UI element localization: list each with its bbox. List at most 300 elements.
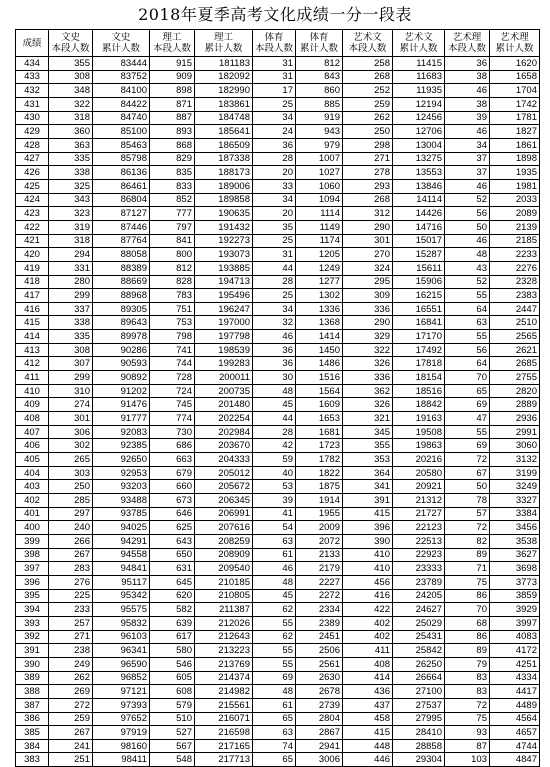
count-cell: 408 bbox=[343, 657, 393, 671]
score-cell: 403 bbox=[16, 480, 49, 494]
count-cell: 3859 bbox=[490, 589, 540, 603]
count-cell: 34 bbox=[253, 193, 296, 207]
count-cell: 11683 bbox=[393, 70, 445, 84]
count-cell: 48 bbox=[253, 685, 296, 699]
count-cell: 86461 bbox=[93, 179, 150, 193]
count-cell: 42 bbox=[253, 439, 296, 453]
count-cell: 22123 bbox=[393, 521, 445, 535]
count-cell: 65 bbox=[253, 712, 296, 726]
count-cell: 36 bbox=[253, 343, 296, 357]
table-row bbox=[16, 70, 540, 84]
count-cell: 337 bbox=[49, 302, 93, 316]
count-cell: 92650 bbox=[93, 453, 150, 467]
count-cell: 364 bbox=[343, 466, 393, 480]
count-cell: 182092 bbox=[195, 70, 253, 84]
score-cell: 402 bbox=[16, 494, 49, 508]
count-cell: 189006 bbox=[195, 179, 253, 193]
count-cell: 94841 bbox=[93, 562, 150, 576]
count-cell: 86 bbox=[445, 630, 490, 644]
count-cell: 67 bbox=[445, 466, 490, 480]
count-cell: 15611 bbox=[393, 261, 445, 275]
count-cell: 259 bbox=[49, 712, 93, 726]
column-header bbox=[150, 30, 195, 57]
table-row bbox=[16, 753, 540, 767]
table-row bbox=[16, 698, 540, 712]
count-cell: 303 bbox=[49, 466, 93, 480]
score-cell: 392 bbox=[16, 630, 49, 644]
count-cell: 456 bbox=[343, 575, 393, 589]
count-cell: 250 bbox=[343, 125, 393, 139]
table-row bbox=[16, 739, 540, 753]
count-cell: 4847 bbox=[490, 753, 540, 767]
count-cell: 582 bbox=[150, 603, 195, 617]
count-cell: 197798 bbox=[195, 330, 253, 344]
count-cell: 52 bbox=[445, 193, 490, 207]
count-cell: 92385 bbox=[93, 439, 150, 453]
count-cell: 753 bbox=[150, 316, 195, 330]
score-cell: 412 bbox=[16, 357, 49, 371]
count-cell: 2227 bbox=[296, 575, 343, 589]
count-cell: 46 bbox=[253, 562, 296, 576]
score-cell: 383 bbox=[16, 753, 49, 767]
count-cell: 871 bbox=[150, 97, 195, 111]
count-cell: 2089 bbox=[490, 207, 540, 221]
table-row bbox=[16, 507, 540, 521]
count-cell: 1114 bbox=[296, 207, 343, 221]
count-cell: 299 bbox=[49, 371, 93, 385]
count-cell: 919 bbox=[296, 111, 343, 125]
count-cell: 2139 bbox=[490, 220, 540, 234]
table-row bbox=[16, 261, 540, 275]
count-cell: 446 bbox=[343, 753, 393, 767]
count-cell: 86804 bbox=[93, 193, 150, 207]
count-cell: 322 bbox=[343, 343, 393, 357]
count-cell: 20921 bbox=[393, 480, 445, 494]
table-row bbox=[16, 726, 540, 740]
count-cell: 17492 bbox=[393, 343, 445, 357]
table-row bbox=[16, 589, 540, 603]
count-cell: 217165 bbox=[195, 739, 253, 753]
count-cell: 306 bbox=[49, 425, 93, 439]
count-cell: 54 bbox=[253, 521, 296, 535]
count-cell: 200735 bbox=[195, 384, 253, 398]
count-cell: 1060 bbox=[296, 179, 343, 193]
count-cell: 90892 bbox=[93, 371, 150, 385]
count-cell: 2889 bbox=[490, 398, 540, 412]
count-cell: 4417 bbox=[490, 685, 540, 699]
count-cell: 1742 bbox=[490, 97, 540, 111]
column-header bbox=[343, 30, 393, 57]
count-cell: 1935 bbox=[490, 166, 540, 180]
count-cell: 86136 bbox=[93, 166, 150, 180]
count-cell: 85798 bbox=[93, 152, 150, 166]
table-row bbox=[16, 357, 540, 371]
score-cell: 432 bbox=[16, 84, 49, 98]
count-cell: 567 bbox=[150, 739, 195, 753]
count-cell: 193073 bbox=[195, 248, 253, 262]
count-cell: 97919 bbox=[93, 726, 150, 740]
count-cell: 38 bbox=[445, 70, 490, 84]
count-cell: 19508 bbox=[393, 425, 445, 439]
table-row bbox=[16, 84, 540, 98]
count-cell: 200011 bbox=[195, 371, 253, 385]
count-cell: 1249 bbox=[296, 261, 343, 275]
count-cell: 14426 bbox=[393, 207, 445, 221]
column-header bbox=[49, 30, 93, 57]
column-header-line1: 艺术理 bbox=[452, 32, 482, 43]
count-cell: 3929 bbox=[490, 603, 540, 617]
table-row bbox=[16, 616, 540, 630]
count-cell: 28410 bbox=[393, 726, 445, 740]
column-header bbox=[195, 30, 253, 57]
count-cell: 249 bbox=[49, 657, 93, 671]
count-cell: 2941 bbox=[296, 739, 343, 753]
score-cell: 407 bbox=[16, 425, 49, 439]
count-cell: 97121 bbox=[93, 685, 150, 699]
count-cell: 82 bbox=[445, 534, 490, 548]
score-cell: 413 bbox=[16, 343, 49, 357]
score-cell: 434 bbox=[16, 57, 49, 71]
count-cell: 45 bbox=[253, 589, 296, 603]
count-cell: 196247 bbox=[195, 302, 253, 316]
count-cell: 93203 bbox=[93, 480, 150, 494]
count-cell: 36 bbox=[253, 357, 296, 371]
count-cell: 94558 bbox=[93, 548, 150, 562]
count-cell: 28 bbox=[253, 152, 296, 166]
count-cell: 402 bbox=[343, 616, 393, 630]
score-cell: 394 bbox=[16, 603, 49, 617]
count-cell: 69 bbox=[445, 398, 490, 412]
count-cell: 41 bbox=[253, 507, 296, 521]
count-cell: 251 bbox=[49, 753, 93, 767]
count-cell: 14716 bbox=[393, 220, 445, 234]
count-cell: 216598 bbox=[195, 726, 253, 740]
table-row bbox=[16, 125, 540, 139]
count-cell: 72 bbox=[445, 521, 490, 535]
count-cell: 2621 bbox=[490, 343, 540, 357]
count-cell: 46 bbox=[445, 84, 490, 98]
count-cell: 92953 bbox=[93, 466, 150, 480]
count-cell: 2678 bbox=[296, 685, 343, 699]
count-cell: 295 bbox=[343, 275, 393, 289]
count-cell: 184748 bbox=[195, 111, 253, 125]
count-cell: 579 bbox=[150, 698, 195, 712]
count-cell: 195496 bbox=[195, 289, 253, 303]
count-cell: 13553 bbox=[393, 166, 445, 180]
count-cell: 19863 bbox=[393, 439, 445, 453]
table-row bbox=[16, 685, 540, 699]
score-cell: 410 bbox=[16, 384, 49, 398]
count-cell: 335 bbox=[49, 152, 93, 166]
count-cell: 321 bbox=[343, 412, 393, 426]
count-cell: 233 bbox=[49, 603, 93, 617]
table-row bbox=[16, 316, 540, 330]
count-cell: 94025 bbox=[93, 521, 150, 535]
count-cell: 29304 bbox=[393, 753, 445, 767]
count-cell: 16841 bbox=[393, 316, 445, 330]
count-cell: 38 bbox=[445, 97, 490, 111]
count-cell: 209540 bbox=[195, 562, 253, 576]
count-cell: 258 bbox=[343, 57, 393, 71]
count-cell: 3327 bbox=[490, 494, 540, 508]
count-cell: 278 bbox=[343, 166, 393, 180]
count-cell: 1653 bbox=[296, 412, 343, 426]
score-cell: 430 bbox=[16, 111, 49, 125]
count-cell: 15906 bbox=[393, 275, 445, 289]
count-cell: 410 bbox=[343, 562, 393, 576]
count-cell: 98160 bbox=[93, 739, 150, 753]
count-cell: 2276 bbox=[490, 261, 540, 275]
count-cell: 605 bbox=[150, 671, 195, 685]
count-cell: 25431 bbox=[393, 630, 445, 644]
count-cell: 89643 bbox=[93, 316, 150, 330]
count-cell: 783 bbox=[150, 289, 195, 303]
count-cell: 1861 bbox=[490, 138, 540, 152]
count-cell: 415 bbox=[343, 726, 393, 740]
count-cell: 751 bbox=[150, 302, 195, 316]
table-row bbox=[16, 412, 540, 426]
count-cell: 262 bbox=[49, 671, 93, 685]
count-cell: 241 bbox=[49, 739, 93, 753]
count-cell: 909 bbox=[150, 70, 195, 84]
count-cell: 185641 bbox=[195, 125, 253, 139]
count-cell: 283 bbox=[49, 562, 93, 576]
count-cell: 3060 bbox=[490, 439, 540, 453]
count-cell: 416 bbox=[343, 589, 393, 603]
count-cell: 868 bbox=[150, 138, 195, 152]
count-cell: 57 bbox=[445, 507, 490, 521]
count-cell: 391 bbox=[343, 494, 393, 508]
column-header-line1: 文史 bbox=[60, 32, 80, 43]
count-cell: 71 bbox=[445, 562, 490, 576]
count-cell: 89 bbox=[445, 548, 490, 562]
count-cell: 22513 bbox=[393, 534, 445, 548]
page-title: 2018年夏季高考文化成绩一分一段表 bbox=[138, 5, 412, 24]
count-cell: 14114 bbox=[393, 193, 445, 207]
count-cell: 396 bbox=[343, 521, 393, 535]
score-cell: 399 bbox=[16, 534, 49, 548]
table-row bbox=[16, 275, 540, 289]
count-cell: 55 bbox=[253, 616, 296, 630]
count-cell: 96852 bbox=[93, 671, 150, 685]
count-cell: 13275 bbox=[393, 152, 445, 166]
count-cell: 276 bbox=[49, 575, 93, 589]
count-cell: 26250 bbox=[393, 657, 445, 671]
header-row bbox=[16, 30, 540, 57]
count-cell: 85463 bbox=[93, 138, 150, 152]
count-cell: 3538 bbox=[490, 534, 540, 548]
count-cell: 208909 bbox=[195, 548, 253, 562]
table-row bbox=[16, 630, 540, 644]
count-cell: 84422 bbox=[93, 97, 150, 111]
score-cell: 414 bbox=[16, 330, 49, 344]
count-cell: 893 bbox=[150, 125, 195, 139]
table-row bbox=[16, 234, 540, 248]
table-row bbox=[16, 534, 540, 548]
count-cell: 55 bbox=[445, 425, 490, 439]
count-cell: 50 bbox=[445, 220, 490, 234]
count-cell: 673 bbox=[150, 494, 195, 508]
count-cell: 3997 bbox=[490, 616, 540, 630]
score-cell: 385 bbox=[16, 726, 49, 740]
score-cell: 426 bbox=[16, 166, 49, 180]
count-cell: 1822 bbox=[296, 466, 343, 480]
count-cell: 3006 bbox=[296, 753, 343, 767]
count-cell: 93785 bbox=[93, 507, 150, 521]
count-cell: 355 bbox=[343, 439, 393, 453]
score-cell: 433 bbox=[16, 70, 49, 84]
count-cell: 182990 bbox=[195, 84, 253, 98]
table-row bbox=[16, 193, 540, 207]
count-cell: 266 bbox=[49, 534, 93, 548]
count-cell: 46 bbox=[445, 234, 490, 248]
count-cell: 741 bbox=[150, 343, 195, 357]
count-cell: 61 bbox=[253, 548, 296, 562]
count-cell: 17 bbox=[253, 84, 296, 98]
count-cell: 44 bbox=[253, 261, 296, 275]
count-cell: 25029 bbox=[393, 616, 445, 630]
count-cell: 1277 bbox=[296, 275, 343, 289]
count-cell: 78 bbox=[445, 494, 490, 508]
count-cell: 92083 bbox=[93, 425, 150, 439]
count-cell: 94291 bbox=[93, 534, 150, 548]
count-cell: 40 bbox=[253, 466, 296, 480]
count-cell: 355 bbox=[49, 57, 93, 71]
score-cell: 398 bbox=[16, 548, 49, 562]
count-cell: 2991 bbox=[490, 425, 540, 439]
count-cell: 280 bbox=[49, 275, 93, 289]
count-cell: 745 bbox=[150, 398, 195, 412]
count-cell: 268 bbox=[343, 70, 393, 84]
count-cell: 30 bbox=[253, 371, 296, 385]
count-cell: 88058 bbox=[93, 248, 150, 262]
count-cell: 2739 bbox=[296, 698, 343, 712]
score-cell: 421 bbox=[16, 234, 49, 248]
count-cell: 87446 bbox=[93, 220, 150, 234]
count-cell: 186509 bbox=[195, 138, 253, 152]
count-cell: 410 bbox=[343, 548, 393, 562]
count-cell: 4083 bbox=[490, 630, 540, 644]
count-cell: 48 bbox=[253, 575, 296, 589]
count-cell: 70 bbox=[445, 603, 490, 617]
count-cell: 91202 bbox=[93, 384, 150, 398]
count-cell: 2334 bbox=[296, 603, 343, 617]
table-row bbox=[16, 371, 540, 385]
column-header bbox=[393, 30, 445, 57]
score-distribution-table bbox=[15, 29, 540, 767]
count-cell: 307 bbox=[49, 357, 93, 371]
count-cell: 31 bbox=[253, 70, 296, 84]
count-cell: 88968 bbox=[93, 289, 150, 303]
count-cell: 22923 bbox=[393, 548, 445, 562]
count-cell: 833 bbox=[150, 179, 195, 193]
count-cell: 1782 bbox=[296, 453, 343, 467]
count-cell: 213223 bbox=[195, 644, 253, 658]
count-cell: 88389 bbox=[93, 261, 150, 275]
score-cell: 429 bbox=[16, 125, 49, 139]
count-cell: 294 bbox=[49, 248, 93, 262]
table-row bbox=[16, 179, 540, 193]
count-cell: 2867 bbox=[296, 726, 343, 740]
count-cell: 4564 bbox=[490, 712, 540, 726]
count-cell: 663 bbox=[150, 453, 195, 467]
table-row bbox=[16, 220, 540, 234]
count-cell: 302 bbox=[49, 439, 93, 453]
count-cell: 25 bbox=[253, 289, 296, 303]
count-cell: 617 bbox=[150, 630, 195, 644]
score-cell: 418 bbox=[16, 275, 49, 289]
score-cell: 396 bbox=[16, 575, 49, 589]
count-cell: 728 bbox=[150, 371, 195, 385]
count-cell: 3627 bbox=[490, 548, 540, 562]
count-cell: 1027 bbox=[296, 166, 343, 180]
count-cell: 898 bbox=[150, 84, 195, 98]
count-cell: 55 bbox=[445, 289, 490, 303]
count-cell: 34 bbox=[253, 302, 296, 316]
count-cell: 18516 bbox=[393, 384, 445, 398]
column-header-line1: 理工 bbox=[162, 32, 182, 43]
score-cell: 415 bbox=[16, 316, 49, 330]
count-cell: 299 bbox=[49, 289, 93, 303]
count-cell: 70 bbox=[445, 371, 490, 385]
count-cell: 3456 bbox=[490, 521, 540, 535]
count-cell: 3249 bbox=[490, 480, 540, 494]
count-cell: 59 bbox=[253, 453, 296, 467]
score-cell: 416 bbox=[16, 302, 49, 316]
count-cell: 1704 bbox=[490, 84, 540, 98]
count-cell: 16215 bbox=[393, 289, 445, 303]
count-cell: 90593 bbox=[93, 357, 150, 371]
count-cell: 3384 bbox=[490, 507, 540, 521]
count-cell: 198539 bbox=[195, 343, 253, 357]
table-row bbox=[16, 57, 540, 71]
score-cell: 393 bbox=[16, 616, 49, 630]
count-cell: 214982 bbox=[195, 685, 253, 699]
count-cell: 2685 bbox=[490, 357, 540, 371]
count-cell: 548 bbox=[150, 753, 195, 767]
count-cell: 31 bbox=[253, 248, 296, 262]
count-cell: 2936 bbox=[490, 412, 540, 426]
count-cell: 257 bbox=[49, 616, 93, 630]
count-cell: 812 bbox=[150, 261, 195, 275]
count-cell: 308 bbox=[49, 343, 93, 357]
count-cell: 341 bbox=[343, 480, 393, 494]
count-cell: 608 bbox=[150, 685, 195, 699]
count-cell: 422 bbox=[343, 603, 393, 617]
count-cell: 265 bbox=[49, 453, 93, 467]
count-cell: 210185 bbox=[195, 575, 253, 589]
count-cell: 98411 bbox=[93, 753, 150, 767]
count-cell: 326 bbox=[343, 357, 393, 371]
count-cell: 15017 bbox=[393, 234, 445, 248]
count-cell: 546 bbox=[150, 657, 195, 671]
count-cell: 271 bbox=[49, 630, 93, 644]
count-cell: 191432 bbox=[195, 220, 253, 234]
table-row bbox=[16, 166, 540, 180]
score-cell: 419 bbox=[16, 261, 49, 275]
count-cell: 643 bbox=[150, 534, 195, 548]
count-cell: 27995 bbox=[393, 712, 445, 726]
count-cell: 25842 bbox=[393, 644, 445, 658]
count-cell: 28858 bbox=[393, 739, 445, 753]
count-cell: 620 bbox=[150, 589, 195, 603]
count-cell: 12194 bbox=[393, 97, 445, 111]
score-cell: 422 bbox=[16, 220, 49, 234]
count-cell: 852 bbox=[150, 193, 195, 207]
table-row bbox=[16, 289, 540, 303]
count-cell: 13004 bbox=[393, 138, 445, 152]
count-cell: 75 bbox=[445, 575, 490, 589]
